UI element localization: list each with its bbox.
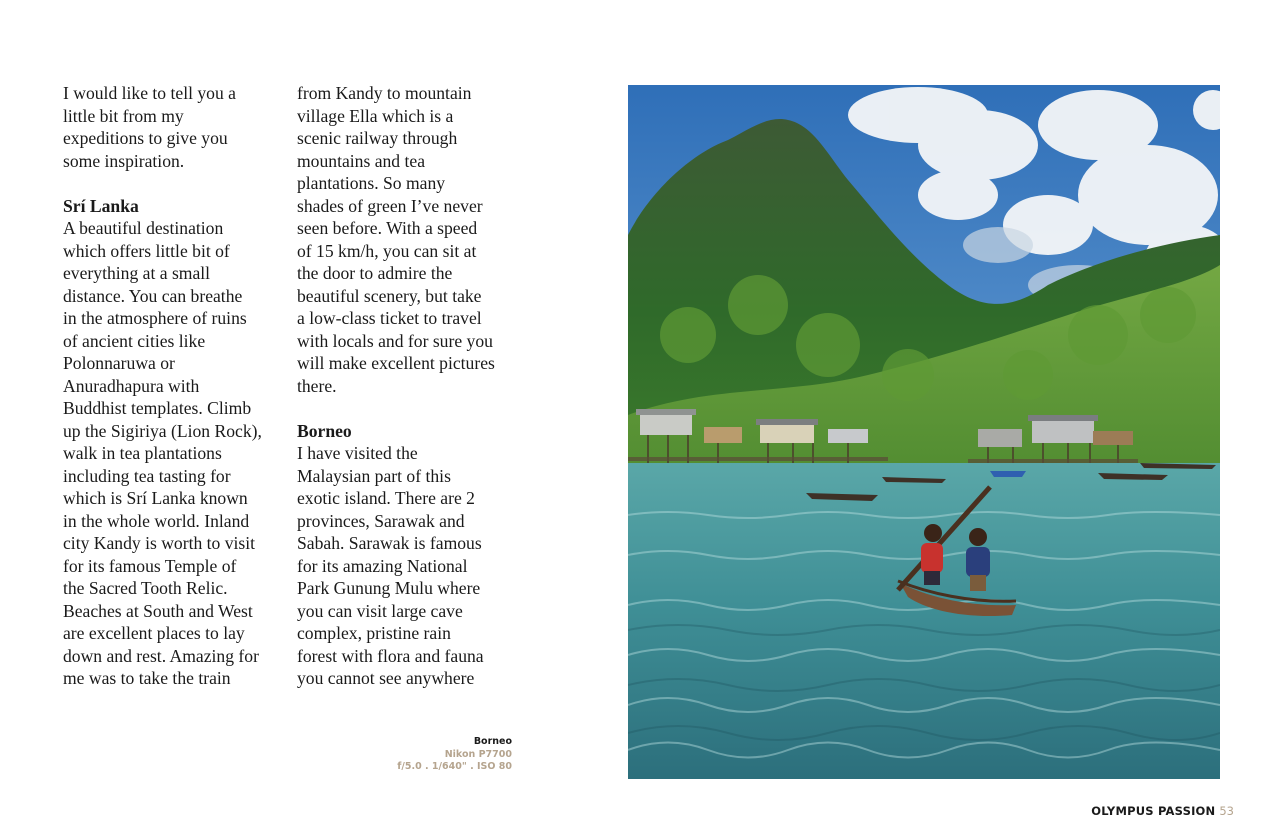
sri-lanka-paragraph: A beautiful destination which offers little bit of everything at a small distance. You can breathe in the atmosphere of ruins of ancient cities like Polonnaruwa or Anuradhapura with Buddhist templates. Climb up the Sigiriya (Lion Rock), walk in tea plantations including tea tasting for which is Srí Lanka known in the whole world. Inland city Kandy is worth to visit for its famous Temple of the Sacred Tooth Relic. Beaches at South and West are excellent places to lay down and rest. Amazing for me was to take the train [63,218,262,688]
caption-settings: f/5.0 . 1/640" . ISO 80 [397,761,512,772]
caption-camera: Nikon P7700 [444,748,512,760]
photo-caption [397,736,512,774]
page-number: 53 [1219,804,1234,818]
section-heading-borneo: Borneo [297,420,352,441]
borneo-paragraph: I have visited the Malaysian part of this exotic island. There are 2 provinces, Sarawak and Sabah. Sarawak is famous for its amazing National Park Gunung Mulu where you can visit large cave complex, pristine rain forest with flora and fauna you cannot see anywhere [297,443,484,688]
magazine-name: OLYMPUS PASSION [1091,804,1216,818]
continuation-paragraph: from Kandy to mountain village Ella which is a scenic railway through mountains and tea plantations. So many shades of green I’ve never seen before. With a speed of 15 km/h, you can sit at the door to admire the beautiful scenery, but take a low-class ticket to travel with locals and for sure you will make excellent pictures there. [297,83,495,396]
borneo-photo-illustration [628,85,1220,779]
borneo-photo [628,85,1220,779]
section-heading-sri-lanka: Srí Lanka [63,195,139,216]
intro-paragraph: I would like to tell you a little bit from my expeditions to give you some inspiration. [63,83,236,171]
text-column-left [63,82,285,690]
caption-title: Borneo [473,736,512,747]
page-footer [1091,803,1234,819]
text-column-right [297,82,519,690]
